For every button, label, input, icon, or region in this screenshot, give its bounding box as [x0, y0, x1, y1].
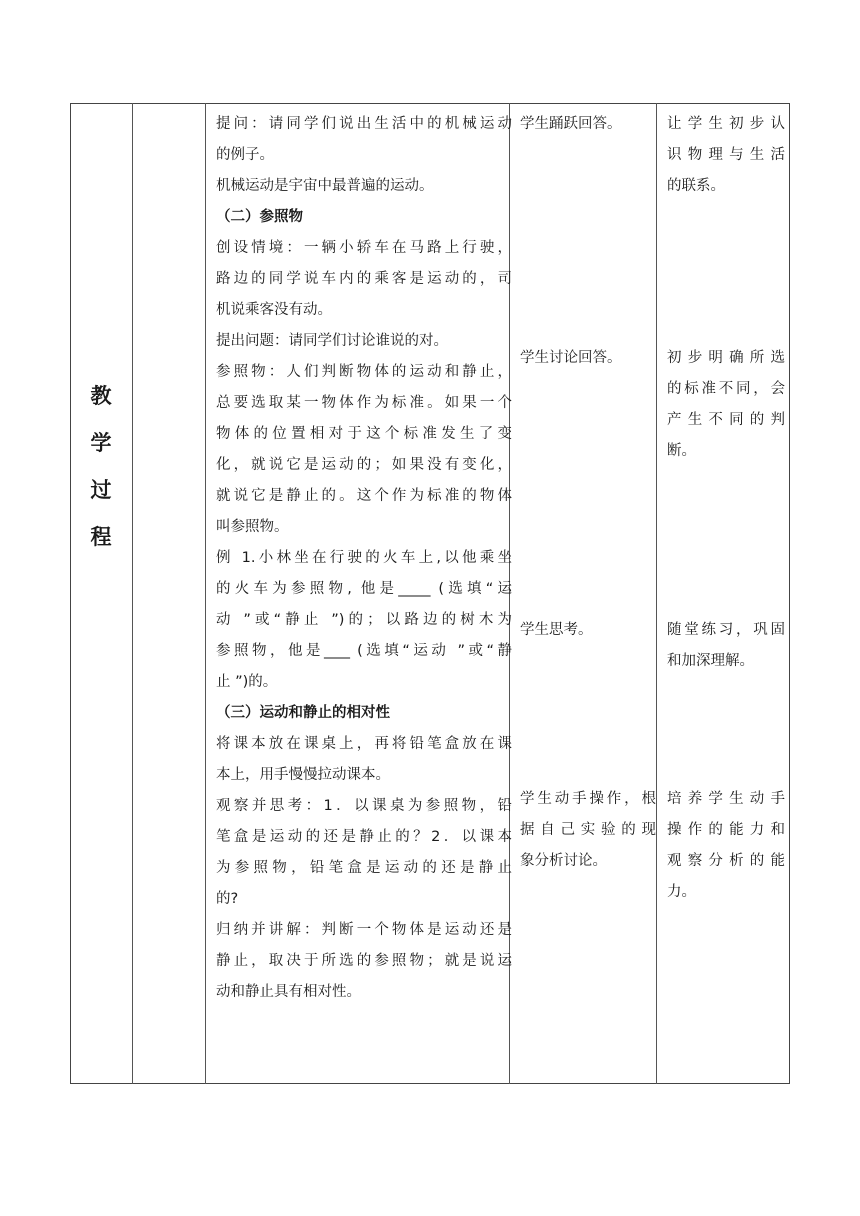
scenario-line: 创设情境：一辆小轿车在马路上行驶， — [216, 240, 512, 256]
student-activity: 学生思考。 — [520, 622, 593, 638]
design-intent: 随堂练习，巩固 — [667, 622, 785, 638]
design-intent: 培养学生动手 — [667, 791, 785, 807]
design-intent: 操作的能力和 — [667, 822, 785, 838]
definition-line: 物体的位置相对于这个标准发生了变 — [216, 426, 512, 442]
student-activity-cell — [520, 109, 656, 140]
design-intent: 力。 — [667, 884, 696, 900]
section-label — [70, 373, 132, 561]
student-activity: 学生讨论回答。 — [520, 350, 622, 366]
section-heading: （三）运动和静止的相对性 — [216, 705, 390, 721]
student-activity: 学生踊跃回答。 — [520, 116, 622, 132]
example-text: (选填“运动 ”或“静 — [349, 643, 512, 659]
design-intent: 让学生初步认 — [667, 116, 785, 132]
section-label-char: 过 — [90, 478, 112, 502]
section-label-char: 程 — [90, 525, 112, 549]
design-intent-cell — [667, 109, 785, 202]
operation-line: 将课本放在课桌上，再将铅笔盒放在课 — [216, 736, 512, 752]
design-intent-cell — [667, 784, 785, 908]
design-intent: 的联系。 — [667, 178, 725, 194]
design-intent: 识物理与生活 — [667, 147, 785, 163]
example-line: 动 ”或“静止 ”)的；以路边的树木为 — [216, 612, 512, 628]
example-line: 止 ”)的。 — [216, 674, 278, 690]
question-line: 提出问题：请同学们讨论谁说的对。 — [216, 333, 448, 349]
summary-line: 动和静止具有相对性。 — [216, 984, 361, 1000]
example-text: 参照物，他是 — [216, 643, 325, 659]
definition-line: 就说它是静止的。这个作为标准的物体 — [216, 488, 512, 504]
table-left-border — [70, 103, 71, 1084]
column-divider — [656, 103, 657, 1084]
question-line: 提问：请同学们说出生活中的机械运动 — [216, 116, 512, 132]
example-line — [216, 574, 512, 605]
design-intent: 的标准不同，会 — [667, 381, 785, 397]
student-activity-cell — [520, 615, 656, 646]
section-label-char: 学 — [90, 431, 112, 455]
student-activity-cell — [520, 784, 656, 877]
lesson-table — [70, 103, 790, 1084]
design-intent: 观察分析的能 — [667, 853, 785, 869]
blank-line: _____ — [398, 581, 430, 597]
example-line: 例 1.小林坐在行驶的火车上,以他乘坐 — [216, 550, 512, 566]
observation-line: 观察并思考：1．以课桌为参照物，铅 — [216, 798, 512, 814]
section-heading: （二）参照物 — [216, 209, 303, 225]
student-activity: 象分析讨论。 — [520, 853, 607, 869]
design-intent: 产生不同的判 — [667, 412, 785, 428]
operation-line: 本上，用手慢慢拉动课本。 — [216, 767, 390, 783]
statement-line: 机械运动是宇宙中最普遍的运动。 — [216, 178, 434, 194]
example-line — [216, 636, 512, 667]
table-right-border — [789, 103, 790, 1084]
example-text: (选填“运 — [429, 581, 512, 597]
table-bottom-border — [70, 1083, 790, 1084]
observation-line: 的? — [216, 891, 239, 907]
summary-line: 静止，取决于所选的参照物；就是说运 — [216, 953, 512, 969]
observation-line: 为参照物，铅笔盒是运动的还是静止 — [216, 860, 512, 876]
student-activity: 学生动手操作，根 — [520, 791, 656, 807]
definition-line: 总要选取某一物体作为标准。如果一个 — [216, 395, 512, 411]
student-activity: 据自己实验的现 — [520, 822, 656, 838]
summary-line: 归纳并讲解：判断一个物体是运动还是 — [216, 922, 512, 938]
section-label-char: 教 — [90, 384, 112, 408]
design-intent: 和加深理解。 — [667, 653, 754, 669]
scenario-line: 路边的同学说车内的乘客是运动的，司 — [216, 271, 512, 287]
design-intent: 初步明确所选 — [667, 350, 785, 366]
question-line: 的例子。 — [216, 147, 274, 163]
scenario-line: 机说乘客没有动。 — [216, 302, 332, 318]
definition-line: 参照物：人们判断物体的运动和静止， — [216, 364, 512, 380]
teaching-content-cell — [216, 109, 512, 1008]
student-activity-cell — [520, 343, 656, 374]
design-intent: 断。 — [667, 443, 696, 459]
design-intent-cell — [667, 615, 785, 677]
observation-line: 笔盒是运动的还是静止的？2．以课本 — [216, 829, 512, 845]
column-divider — [205, 103, 206, 1084]
column-divider — [132, 103, 133, 1084]
blank-line: ____ — [324, 643, 350, 659]
definition-line: 叫参照物。 — [216, 519, 289, 535]
example-text: 的火车为参照物, 他是 — [216, 581, 399, 597]
table-top-border — [70, 103, 790, 104]
design-intent-cell — [667, 343, 785, 467]
definition-line: 化，就说它是运动的；如果没有变化， — [216, 457, 512, 473]
